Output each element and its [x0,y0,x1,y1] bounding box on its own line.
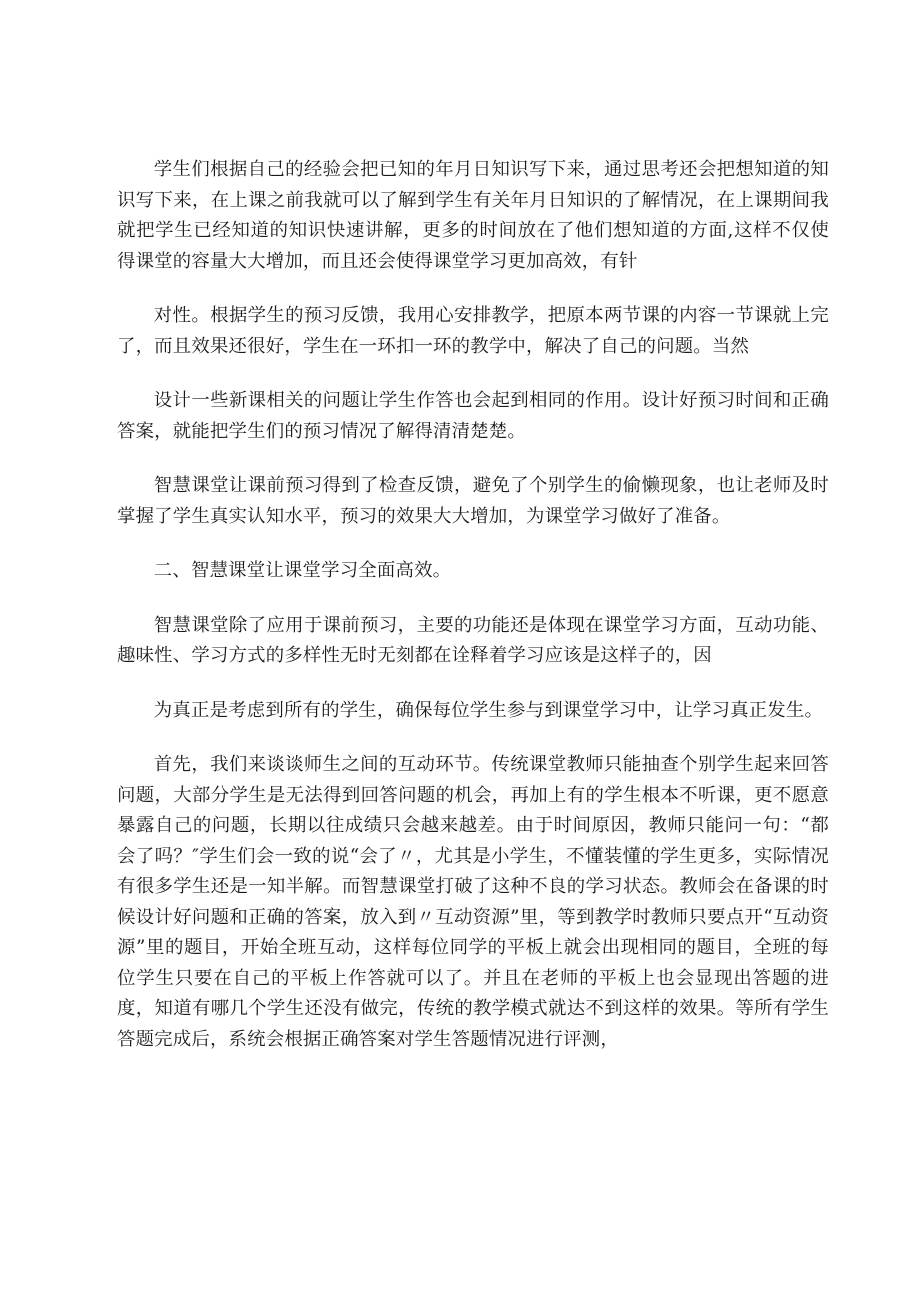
section-heading: 二、智慧课堂让课堂学习全面高效。 [153,560,452,581]
paragraph-8: 首先，我们来谈谈师生之间的互动环节。传统课堂教师只能抽查个别学生起来回答问题，大部分学生是无法得到回答问题的机会，再加上有的学生根本不听课，更不愿意暴露自己的问题，长期以往成绩只会越来越差。由于时间原因，教师只能问一句：“都会了吗？″学生们会一致的说“会了〃，尤其是小学生，不懂装懂的学生更多，实际情况有很多学生还是一知半解。而智慧课堂打破了这种不良的学习状态。教师会在备课的时候设计好问题和正确的答案，放入到〃互动资源”里，等到教学时教师只要点开“互动资源”里的题目，开始全班互动，这样每位同学的平板上就会出现相同的题目，全班的每位学生只要在自己的平板上作答就可以了。并且在老师的平板上也会显现出答题的进度，知道有哪几个学生还没有做完，传统的教学模式就达不到这样的效果。等所有学生答题完成后，系统会根据正确答案对学生答题情况进行评测， [117,754,829,1050]
paragraph-4: 智慧课堂让课前预习得到了检查反馈，避免了个别学生的偷懒现象，也让老师及时掌握了学生真实认知水平，预习的效果大大增加，为课堂学习做好了准备。 [117,475,829,527]
paragraph-1: 学生们根据自己的经验会把已知的年月日知识写下来，通过思考还会把想知道的知识写下来，在上课之前我就可以了解到学生有关年月日知识的了解情况，在上课期间我就把学生已经知道的知识快速讲解，更多的时间放在了他们想知道的方面,这样不仅使得课堂的容量大大增加，而且还会使得课堂学习更加高效，有针 [117,159,829,272]
document-body [117,155,829,1055]
paragraph-6: 智慧课堂除了应用于课前预习，主要的功能还是体现在课堂学习方面，互动功能、趣味性、学习方式的多样性无时无刻都在诠释着学习应该是这样子的，因 [117,614,829,666]
paragraph-7: 为真正是考虑到所有的学生，确保每位学生参与到课堂学习中，让学习真正发生。 [153,699,824,721]
paragraph-3: 设计一些新课相关的问题让学生作答也会起到相同的作用。设计好预习时间和正确答案，就能把学生们的预习情况了解得清清楚楚。 [117,390,829,442]
paragraph-2: 对性。根据学生的预习反馈，我用心安排教学，把原本两节课的内容一节课就上完了，而且效果还很好，学生在一环扣一环的教学中，解决了自己的问题。当然 [117,305,829,357]
